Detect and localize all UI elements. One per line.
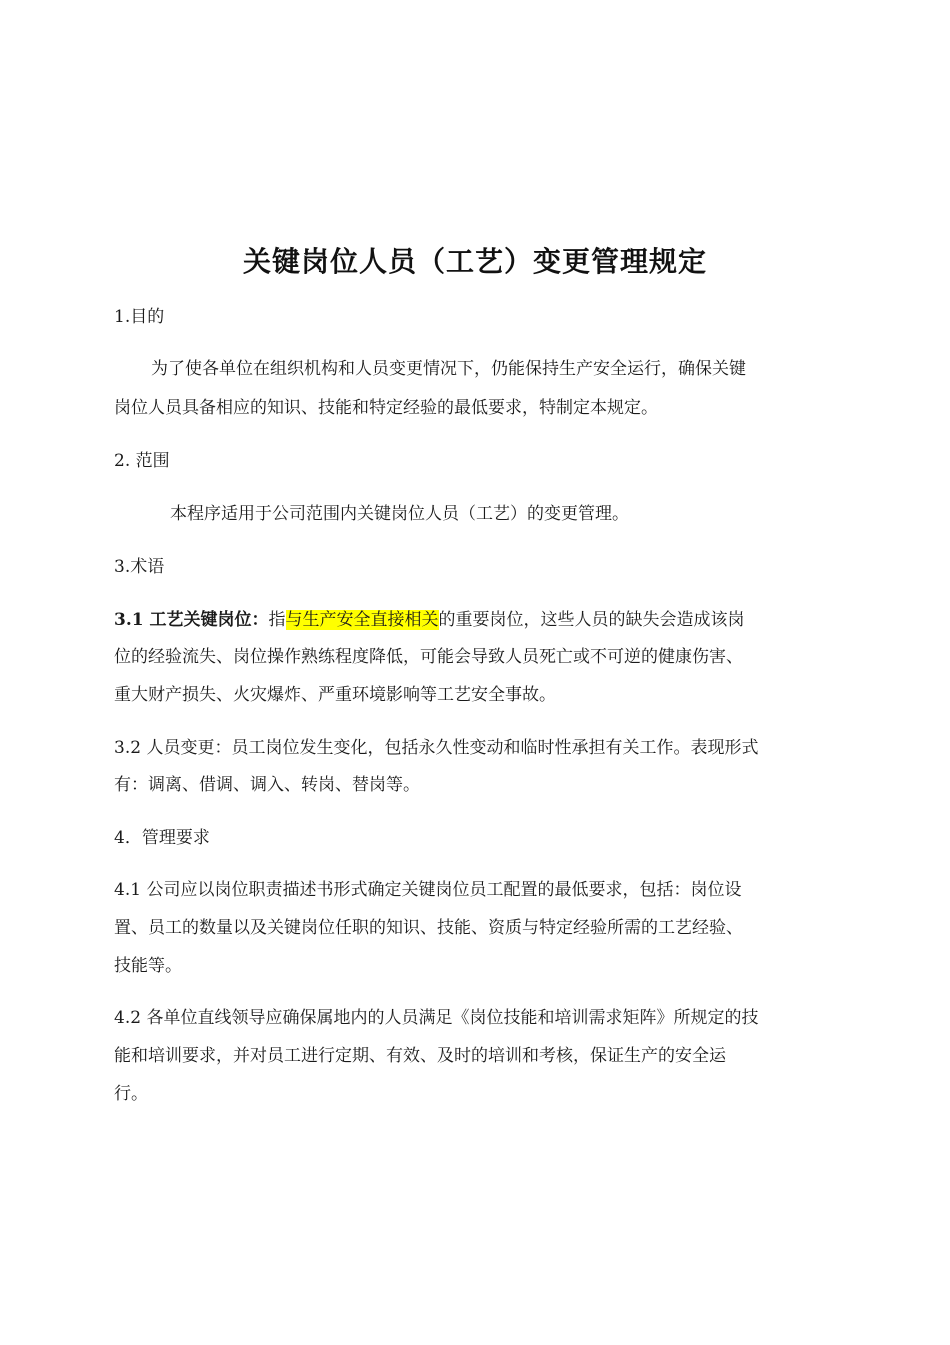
paragraph-line: 4.2 各单位直线领导应确保属地内的人员满足《岗位技能和培训需求矩阵》所规定的技 [114, 1008, 759, 1028]
highlighted-text: 与生产安全直接相关 [285, 610, 439, 630]
term-rest: 的重要岗位，这些人员的缺失会造成该岗 [438, 610, 745, 630]
paragraph-line: 3.2 人员变更：员工岗位发生变化，包括永久性变动和临时性承担有关工作。表现形式 [114, 738, 759, 758]
paragraph-line: 技能等。 [114, 956, 182, 976]
term-prefix: 指 [268, 610, 286, 630]
paragraph-line: 岗位人员具备相应的知识、技能和特定经验的最低要求，特制定本规定。 [114, 398, 658, 418]
section-heading-requirements: 4．管理要求 [114, 828, 210, 848]
paragraph-line: 为了使各单位在组织机构和人员变更情况下，仍能保持生产安全运行，确保关键 [151, 359, 746, 379]
paragraph-line: 位的经验流失、岗位操作熟练程度降低，可能会导致人员死亡或不可逆的健康伤害、 [114, 647, 743, 667]
paragraph-line: 重大财产损失、火灾爆炸、严重环境影响等工艺安全事故。 [114, 685, 556, 705]
document-title: 关键岗位人员（工艺）变更管理规定 [242, 245, 707, 278]
term-label: 3.1 工艺关键岗位： [114, 610, 269, 630]
section-heading-scope: 2. 范围 [114, 451, 170, 471]
paragraph-line: 4.1 公司应以岗位职责描述书形式确定关键岗位员工配置的最低要求，包括：岗位设 [114, 880, 742, 900]
paragraph-line: 本程序适用于公司范围内关键岗位人员（工艺）的变更管理。 [170, 504, 629, 524]
paragraph-line: 行。 [114, 1084, 148, 1104]
paragraph-line: 能和培训要求，并对员工进行定期、有效、及时的培训和考核，保证生产的安全运 [114, 1046, 726, 1066]
section-heading-terms: 3.术语 [114, 557, 165, 577]
term-3-1-line [114, 607, 745, 633]
paragraph-line: 有：调离、借调、调入、转岗、替岗等。 [114, 775, 420, 795]
paragraph-line: 置、员工的数量以及关键岗位任职的知识、技能、资质与特定经验所需的工艺经验、 [114, 918, 743, 938]
section-heading-purpose: 1.目的 [114, 307, 165, 327]
